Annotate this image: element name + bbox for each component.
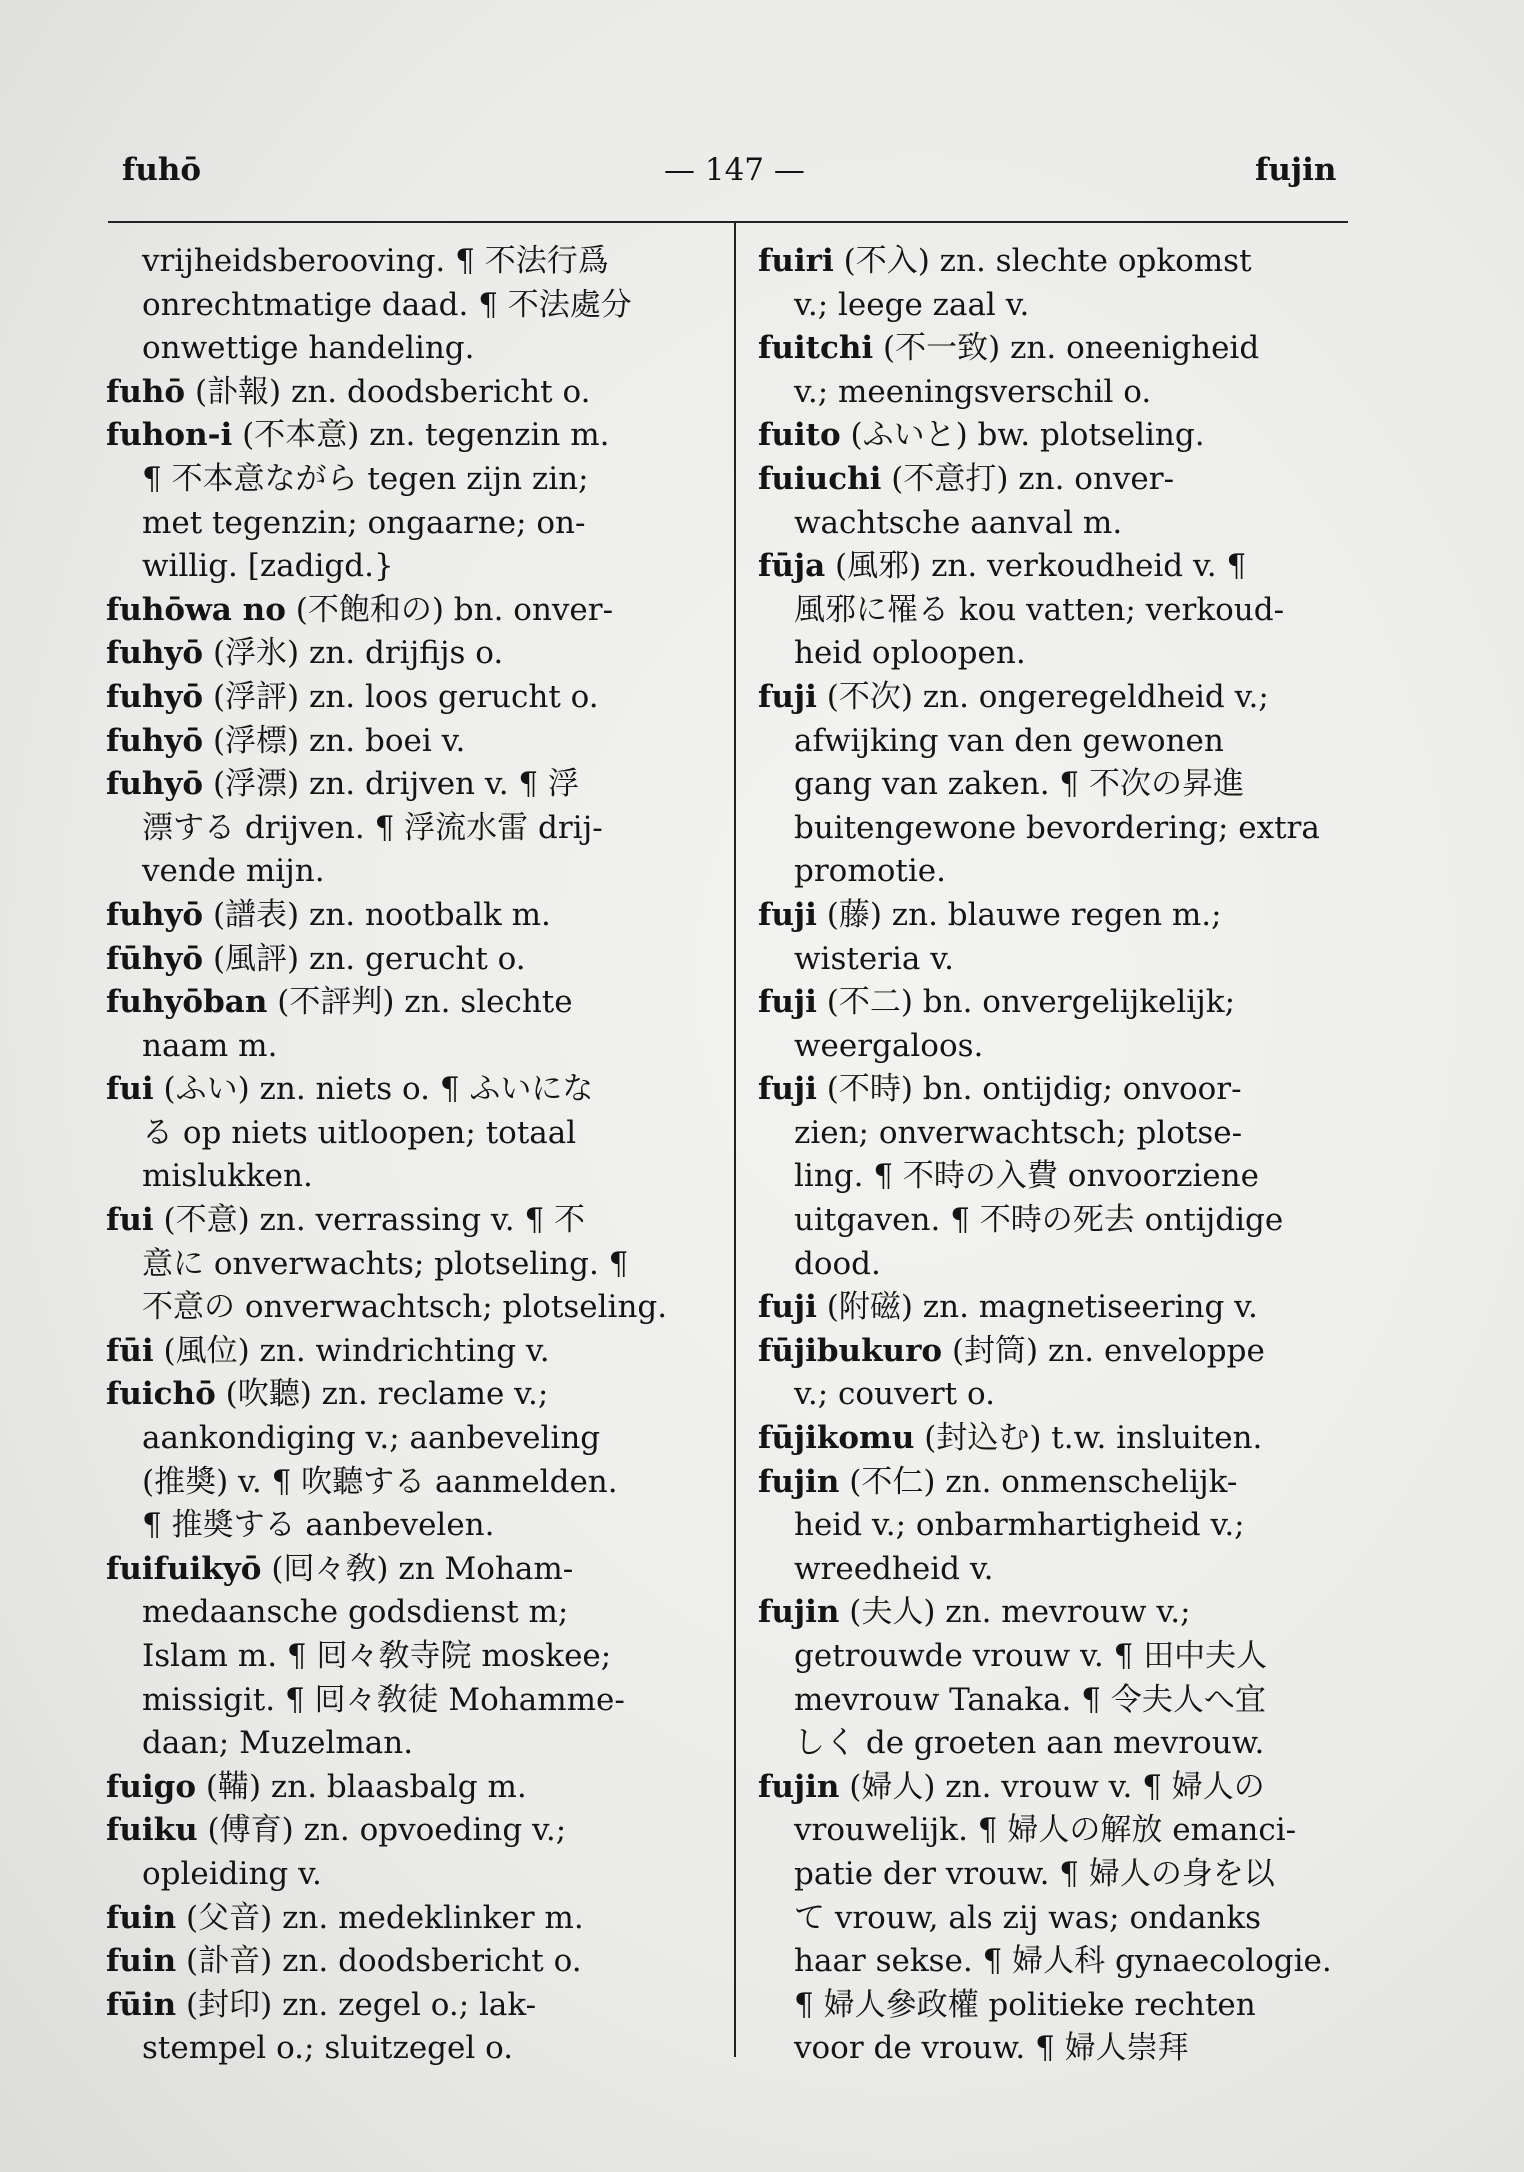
entry-text: voor de vrouw. ¶ 婦人崇拜 — [794, 2030, 1189, 2067]
dictionary-continuation-line — [758, 1025, 1358, 1069]
dictionary-entry-line — [106, 1940, 704, 1984]
entry-headword: fuhyō — [106, 896, 204, 933]
entry-headword: fuhyō — [106, 678, 204, 715]
entry-text: wachtsche aanval m. — [794, 504, 1123, 541]
entry-text: heid oploopen. — [794, 635, 1026, 672]
left-column — [106, 240, 704, 2071]
entry-headword: fuhō — [106, 373, 186, 410]
entry-headword: fuji — [758, 1071, 817, 1108]
entry-headword: fuiri — [758, 243, 834, 279]
entry-text: haar sekse. ¶ 婦人科 gynaecologie. — [794, 1943, 1332, 1980]
dictionary-continuation-line — [758, 589, 1358, 633]
dictionary-continuation-line — [106, 1112, 704, 1156]
entry-text: (父音) zn. medeklinker m. — [176, 1899, 584, 1936]
entry-text: weergaloos. — [794, 1027, 984, 1064]
entry-text: (ふい) zn. niets o. ¶ ふいにな — [153, 1071, 594, 1108]
entry-text: (浮標) zn. boei v. — [203, 722, 466, 759]
dictionary-entry-line — [758, 458, 1358, 502]
dictionary-continuation-line — [758, 807, 1358, 851]
dictionary-continuation-line — [106, 1635, 704, 1679]
entry-text: mevrouw Tanaka. ¶ 令夫人へ宜 — [794, 1681, 1266, 1718]
entry-text: (風位) zn. windrichting v. — [153, 1332, 550, 1369]
entry-text: (不入) zn. slechte opkomst — [833, 243, 1252, 279]
entry-text: 漂する drijven. ¶ 浮流水雷 drij- — [142, 809, 603, 846]
dictionary-continuation-line — [758, 1373, 1358, 1417]
header-rule — [108, 221, 1348, 223]
dictionary-entry-line — [106, 676, 704, 720]
entry-text: (婦人) zn. vrouw v. ¶ 婦人の — [839, 1768, 1265, 1805]
entry-text: ¶ 婦人參政權 politieke rechten — [794, 1986, 1256, 2023]
entry-headword: fuigo — [106, 1768, 197, 1805]
entry-text: (浮漂) zn. drijven v. ¶ 浮 — [203, 766, 579, 803]
column-divider — [734, 222, 736, 2057]
entry-text: met tegenzin; ongaarne; on- — [142, 504, 586, 541]
dictionary-entry-line — [106, 938, 704, 982]
dictionary-continuation-line — [106, 1722, 704, 1766]
dictionary-continuation-line — [106, 1461, 704, 1505]
entry-text: aankondiging v.; aanbeveling — [142, 1420, 601, 1457]
entry-headword: fuhyōban — [106, 984, 268, 1021]
dictionary-entry-line — [758, 676, 1358, 720]
dictionary-continuation-line — [106, 1504, 704, 1548]
dictionary-entry-line — [758, 1417, 1358, 1461]
entry-headword: fuji — [758, 678, 817, 715]
dictionary-continuation-line — [758, 1635, 1358, 1679]
entry-text: (傅育) zn. opvoeding v.; — [197, 1812, 567, 1849]
dictionary-continuation-line — [106, 1853, 704, 1897]
entry-text: missigit. ¶ 囘々敎徒 Mohamme- — [142, 1681, 625, 1718]
entry-text: uitgaven. ¶ 不時の死去 ontijdige — [794, 1202, 1284, 1239]
entry-text: opleiding v. — [142, 1855, 322, 1892]
entry-text: onwettige handeling. — [142, 330, 475, 367]
entry-text: getrouwde vrouw v. ¶ 田中夫人 — [794, 1638, 1268, 1674]
entry-text: (不評判) zn. slechte — [267, 984, 573, 1021]
entry-text: heid v.; onbarmhartigheid v.; — [794, 1507, 1245, 1544]
dictionary-entry-line — [758, 894, 1358, 938]
entry-text: 風邪に罹る kou vatten; verkoud- — [794, 591, 1285, 628]
entry-text: (不仁) zn. onmenschelijk- — [839, 1463, 1238, 1500]
entry-headword: fui — [106, 1202, 154, 1239]
entry-text: v.; meeningsverschil o. — [794, 373, 1152, 410]
entry-text: onrechtmatige daad. ¶ 不法處分 — [142, 286, 632, 323]
dictionary-entry-line — [758, 240, 1358, 284]
dictionary-continuation-line — [106, 284, 704, 328]
dictionary-continuation-line — [106, 327, 704, 371]
entry-headword: fuin — [106, 1943, 177, 1980]
entry-text: ¶ 推奬する aanbevelen. — [142, 1507, 495, 1544]
entry-text: しく de groeten aan mevrouw. — [794, 1725, 1265, 1762]
dictionary-continuation-line — [758, 371, 1358, 415]
dictionary-entry-line — [758, 1591, 1358, 1635]
entry-text: patie der vrouw. ¶ 婦人の身を以 — [794, 1855, 1275, 1892]
entry-text: wisteria v. — [794, 940, 954, 977]
entry-text: v.; leege zaal v. — [794, 286, 1030, 323]
dictionary-entry-line — [106, 1068, 704, 1112]
entry-text: (浮評) zn. loos gerucht o. — [203, 678, 599, 715]
entry-text: 不意の onverwachtsch; plotseling. — [142, 1289, 668, 1326]
entry-headword: fuhyō — [106, 766, 204, 803]
entry-headword: fuji — [758, 984, 817, 1021]
dictionary-entry-line — [106, 1548, 704, 1592]
entry-text: gang van zaken. ¶ 不次の昇進 — [794, 766, 1244, 803]
entry-headword: fūjibukuro — [758, 1332, 943, 1369]
entry-headword: fūi — [106, 1332, 154, 1369]
dictionary-continuation-line — [758, 1940, 1358, 1984]
entry-text: て vrouw, als zij was; ondanks — [794, 1899, 1262, 1936]
dictionary-entry-line — [758, 1286, 1358, 1330]
entry-headword: fujin — [758, 1463, 840, 1500]
entry-text: (鞴) zn. blaasbalg m. — [196, 1768, 527, 1805]
entry-text: (譜表) zn. nootbalk m. — [203, 896, 551, 933]
dictionary-entry-line — [106, 1373, 704, 1417]
entry-headword: fuhyō — [106, 722, 204, 759]
entry-text: (不飽和の) bn. onver- — [285, 591, 614, 628]
entry-text: afwijking van den gewonen — [794, 722, 1224, 759]
dictionary-entry-line — [106, 632, 704, 676]
entry-text: (附磁) zn. magnetiseering v. — [816, 1289, 1258, 1326]
entry-headword: fuichō — [106, 1376, 216, 1413]
entry-text: zien; onverwachtsch; plotse- — [794, 1114, 1243, 1151]
entry-text: る op niets uitloopen; totaal — [142, 1114, 577, 1151]
entry-text: vrijheidsberooving. ¶ 不法行爲 — [142, 243, 609, 279]
entry-text: medaansche godsdienst m; — [142, 1594, 569, 1631]
dictionary-continuation-line — [758, 1897, 1358, 1941]
entry-headword: fūjikomu — [758, 1420, 915, 1457]
entry-headword: fuiuchi — [758, 460, 882, 497]
entry-text: stempel o.; sluitzegel o. — [142, 2030, 514, 2067]
dictionary-continuation-line — [758, 1112, 1358, 1156]
dictionary-continuation-line — [106, 545, 704, 589]
dictionary-entry-line — [106, 1330, 704, 1374]
entry-text: (ふいと) bw. plotseling. — [840, 417, 1205, 454]
entry-headword: fūin — [106, 1986, 177, 2023]
dictionary-continuation-line — [758, 1504, 1358, 1548]
entry-text: (不本意) zn. tegenzin m. — [232, 417, 610, 454]
dictionary-entry-line — [106, 1199, 704, 1243]
dictionary-entry-line — [106, 1766, 704, 1810]
dictionary-continuation-line — [106, 850, 704, 894]
entry-text: v.; couvert o. — [794, 1376, 995, 1413]
dictionary-continuation-line — [758, 1984, 1358, 2028]
dictionary-continuation-line — [758, 1243, 1358, 1287]
entry-headword: fuhōwa no — [106, 591, 286, 628]
entry-text: promotie. — [794, 853, 946, 890]
right-column — [758, 240, 1358, 2071]
dictionary-continuation-line — [106, 1243, 704, 1287]
dictionary-continuation-line — [758, 1548, 1358, 1592]
dictionary-continuation-line — [758, 938, 1358, 982]
dictionary-continuation-line — [758, 850, 1358, 894]
entry-headword: fui — [106, 1071, 154, 1108]
entry-headword: fuhyō — [106, 635, 204, 672]
dictionary-entry-line — [758, 1068, 1358, 1112]
entry-text: ¶ 不本意ながら tegen zijn zin; — [142, 460, 589, 497]
entry-text: (封印) zn. zegel o.; lak- — [176, 1986, 537, 2023]
dictionary-continuation-line — [758, 720, 1358, 764]
dictionary-continuation-line — [106, 807, 704, 851]
dictionary-entry-line — [106, 371, 704, 415]
entry-text: (不一致) zn. oneenigheid — [873, 330, 1260, 367]
entry-text: naam m. — [142, 1027, 278, 1064]
dictionary-entry-line — [758, 1461, 1358, 1505]
entry-text: willig. [zadigd.} — [142, 548, 394, 585]
entry-text: (推奬) v. ¶ 吹聽する aanmelden. — [142, 1463, 618, 1500]
entry-text: (訃報) zn. doodsbericht o. — [185, 373, 591, 410]
dictionary-continuation-line — [758, 1155, 1358, 1199]
dictionary-continuation-line — [758, 2027, 1358, 2071]
entry-text: (訃音) zn. doodsbericht o. — [176, 1943, 582, 1980]
entry-headword: fuiku — [106, 1812, 198, 1849]
entry-text: mislukken. — [142, 1158, 313, 1195]
dictionary-entry-line — [758, 1330, 1358, 1374]
dictionary-entry-line — [106, 589, 704, 633]
entry-text: (封込む) t.w. insluiten. — [914, 1420, 1263, 1457]
entry-headword: fujin — [758, 1768, 840, 1805]
dictionary-continuation-line — [106, 1417, 704, 1461]
dictionary-entry-line — [758, 414, 1358, 458]
entry-headword: fuji — [758, 896, 817, 933]
dictionary-continuation-line — [106, 1155, 704, 1199]
entry-headword: fuitchi — [758, 330, 874, 367]
entry-text: (夫人) zn. mevrouw v.; — [839, 1594, 1191, 1631]
entry-text: (囘々敎) zn Moham- — [261, 1550, 574, 1587]
entry-text: (不意打) zn. onver- — [881, 460, 1175, 497]
entry-text: 意に onverwachts; plotseling. ¶ — [142, 1245, 629, 1282]
dictionary-entry-line — [106, 1897, 704, 1941]
entry-text: (不次) zn. ongeregeldheid v.; — [816, 678, 1269, 715]
entry-headword: fuin — [106, 1899, 177, 1936]
dictionary-entry-line — [106, 763, 704, 807]
dictionary-entry-line — [106, 1984, 704, 2028]
dictionary-continuation-line — [106, 1591, 704, 1635]
dictionary-continuation-line — [106, 1286, 704, 1330]
dictionary-entry-line — [106, 414, 704, 458]
entry-text: vende mijn. — [142, 853, 325, 890]
dictionary-continuation-line — [758, 502, 1358, 546]
entry-text: daan; Muzelman. — [142, 1725, 414, 1762]
dictionary-continuation-line — [106, 502, 704, 546]
dictionary-entry-line — [758, 327, 1358, 371]
dictionary-entry-line — [106, 1809, 704, 1853]
dictionary-continuation-line — [758, 632, 1358, 676]
dictionary-continuation-line — [758, 284, 1358, 328]
entry-text: dood. — [794, 1245, 881, 1282]
entry-headword: fuhon-i — [106, 417, 233, 454]
dictionary-entry-line — [106, 720, 704, 764]
entry-headword: fuji — [758, 1289, 817, 1326]
dictionary-continuation-line — [106, 1679, 704, 1723]
entry-text: (封筒) zn. enveloppe — [942, 1332, 1265, 1369]
entry-headword: fūja — [758, 548, 826, 585]
dictionary-entry-line — [758, 981, 1358, 1025]
dictionary-continuation-line — [758, 763, 1358, 807]
page-number: — 147 — — [664, 152, 805, 188]
entry-text: vrouwelijk. ¶ 婦人の解放 emanci- — [794, 1812, 1297, 1849]
dictionary-continuation-line — [106, 1025, 704, 1069]
dictionary-continuation-line — [758, 1679, 1358, 1723]
dictionary-entry-line — [758, 545, 1358, 589]
entry-text: buitengewone bevordering; extra — [794, 809, 1320, 846]
entry-text: (藤) zn. blauwe regen m.; — [816, 896, 1222, 933]
dictionary-continuation-line — [758, 1809, 1358, 1853]
entry-text: wreedheid v. — [794, 1550, 994, 1587]
dictionary-entry-line — [106, 894, 704, 938]
entry-headword: fujin — [758, 1594, 840, 1631]
header-right-guideword: fujin — [1255, 152, 1337, 188]
entry-text: (不時) bn. ontijdig; onvoor- — [816, 1071, 1242, 1108]
dictionary-entry-line — [758, 1766, 1358, 1810]
entry-text: ling. ¶ 不時の入費 onvoorziene — [794, 1158, 1259, 1195]
entry-headword: fūhyō — [106, 940, 204, 977]
dictionary-continuation-line — [106, 240, 704, 284]
header-left-guideword: fuhō — [122, 152, 202, 188]
entry-text: (不意) zn. verrassing v. ¶ 不 — [153, 1202, 586, 1239]
dictionary-continuation-line — [758, 1853, 1358, 1897]
dictionary-continuation-line — [758, 1722, 1358, 1766]
entry-text: (浮氷) zn. drijfijs o. — [203, 635, 504, 672]
dictionary-continuation-line — [106, 2027, 704, 2071]
entry-text: (風邪) zn. verkoudheid v. ¶ — [825, 548, 1247, 585]
entry-text: (風評) zn. gerucht o. — [203, 940, 526, 977]
entry-text: Islam m. ¶ 囘々敎寺院 moskee; — [142, 1638, 612, 1674]
entry-headword: fuito — [758, 417, 841, 454]
dictionary-continuation-line — [106, 458, 704, 502]
entry-headword: fuifuikyō — [106, 1550, 262, 1587]
entry-text: (不二) bn. onvergelijkelijk; — [816, 984, 1236, 1021]
dictionary-entry-line — [106, 981, 704, 1025]
dictionary-continuation-line — [758, 1199, 1358, 1243]
entry-text: (吹聽) zn. reclame v.; — [215, 1376, 549, 1413]
